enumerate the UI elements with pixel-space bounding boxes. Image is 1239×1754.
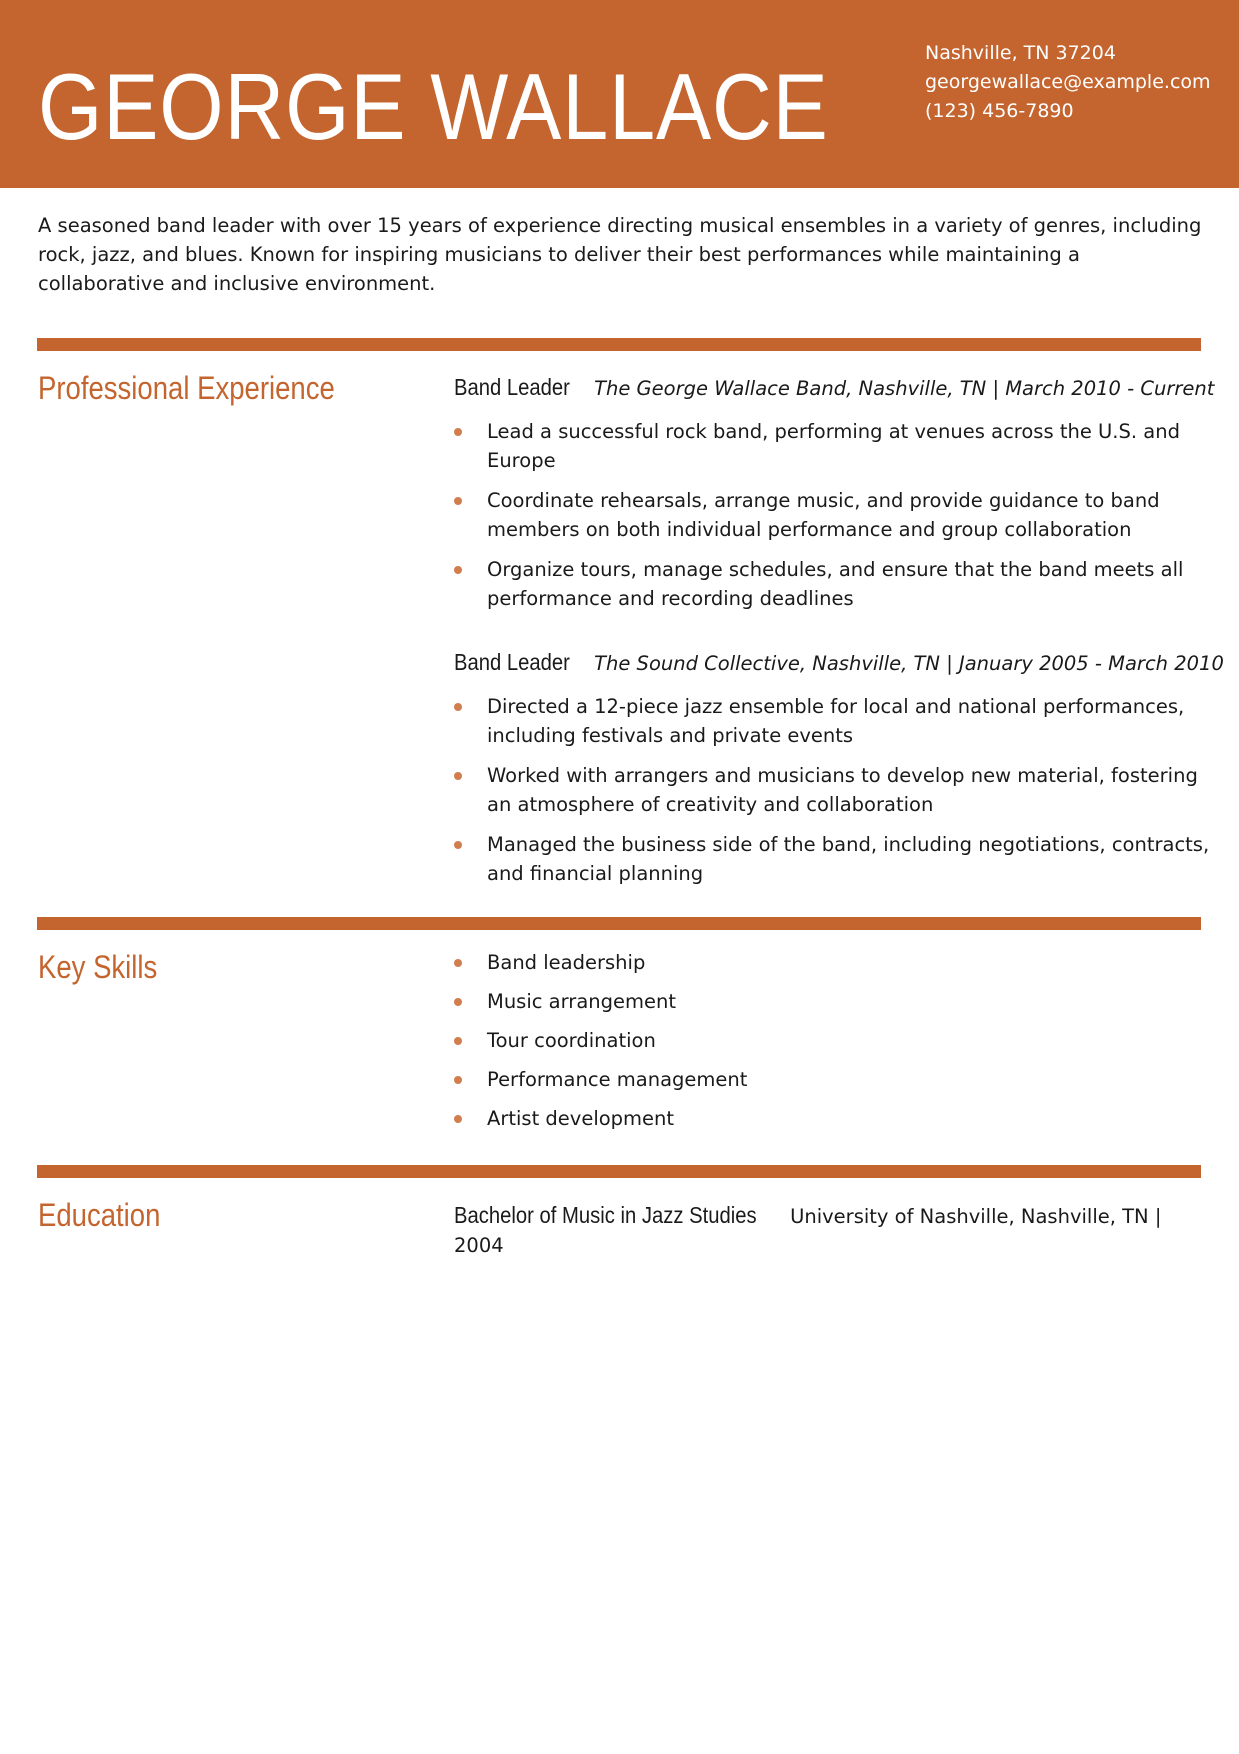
candidate-name: GEORGE WALLACE	[38, 54, 829, 159]
bullet-icon	[454, 703, 462, 711]
list-item: Performance management	[454, 1065, 1214, 1094]
bullet-icon	[454, 497, 462, 505]
bullet-icon	[454, 841, 462, 849]
bullet-icon	[454, 566, 462, 574]
bullet-icon	[454, 1037, 462, 1045]
section-title-experience: Professional Experience	[38, 370, 335, 406]
bullet-icon	[454, 1115, 462, 1123]
list-item: Worked with arrangers and musicians to develop new material, fostering an atmosphere of creativity and collaboration	[454, 761, 1214, 819]
job-title: Band Leader	[454, 649, 570, 675]
job-header	[454, 649, 1224, 676]
job-bullets	[454, 692, 1214, 888]
section-title-education: Education	[38, 1197, 161, 1233]
job-bullets	[454, 417, 1214, 613]
contact-email[interactable]: georgewallace@example.com	[925, 71, 1211, 93]
profile-summary: A seasoned band leader with over 15 years of experience directing musical ensembles in a variety of genres, including rock, jazz, and blues. Known for inspiring musicians to deliver their best performances while maintaining a collaborative and inclusive environment.	[38, 214, 1202, 295]
section-divider	[37, 1165, 1201, 1178]
job-meta: The Sound Collective, Nashville, TN | January 2005 - March 2010	[594, 652, 1224, 675]
list-item: Directed a 12-piece jazz ensemble for local and national performances, including festivals and private events	[454, 692, 1214, 750]
bullet-icon	[454, 1076, 462, 1084]
school-info: University of Nashville, Nashville, TN | 2004	[454, 1205, 1162, 1257]
list-item: Lead a successful rock band, performing at venues across the U.S. and Europe	[454, 417, 1214, 475]
education-entry	[454, 1201, 1174, 1260]
bullet-icon	[454, 959, 462, 967]
bullet-icon	[454, 998, 462, 1006]
job-header	[454, 374, 1214, 401]
list-item: Organize tours, manage schedules, and ensure that the band meets all performance and recording deadlines	[454, 555, 1214, 613]
contact-address: Nashville, TN 37204	[925, 42, 1116, 64]
bullet-icon	[454, 428, 462, 436]
list-item: Music arrangement	[454, 987, 1214, 1016]
bullet-icon	[454, 772, 462, 780]
section-divider	[37, 338, 1201, 351]
contact-phone[interactable]: (123) 456-7890	[925, 100, 1074, 122]
section-divider	[37, 917, 1201, 930]
list-item: Artist development	[454, 1104, 1214, 1133]
degree-title: Bachelor of Music in Jazz Studies	[454, 1202, 757, 1228]
list-item: Managed the business side of the band, including negotiations, contracts, and financial planning	[454, 830, 1214, 888]
job-title: Band Leader	[454, 374, 570, 400]
list-item: Band leadership	[454, 948, 1214, 977]
section-title-skills: Key Skills	[38, 949, 158, 985]
list-item: Tour coordination	[454, 1026, 1214, 1055]
contact-info	[925, 39, 1225, 126]
skills-list	[454, 948, 1214, 1133]
job-meta: The George Wallace Band, Nashville, TN | March 2010 - Current	[594, 377, 1215, 400]
list-item: Coordinate rehearsals, arrange music, and provide guidance to band members on both individual performance and group collaboration	[454, 486, 1214, 544]
header-banner	[0, 0, 1239, 188]
